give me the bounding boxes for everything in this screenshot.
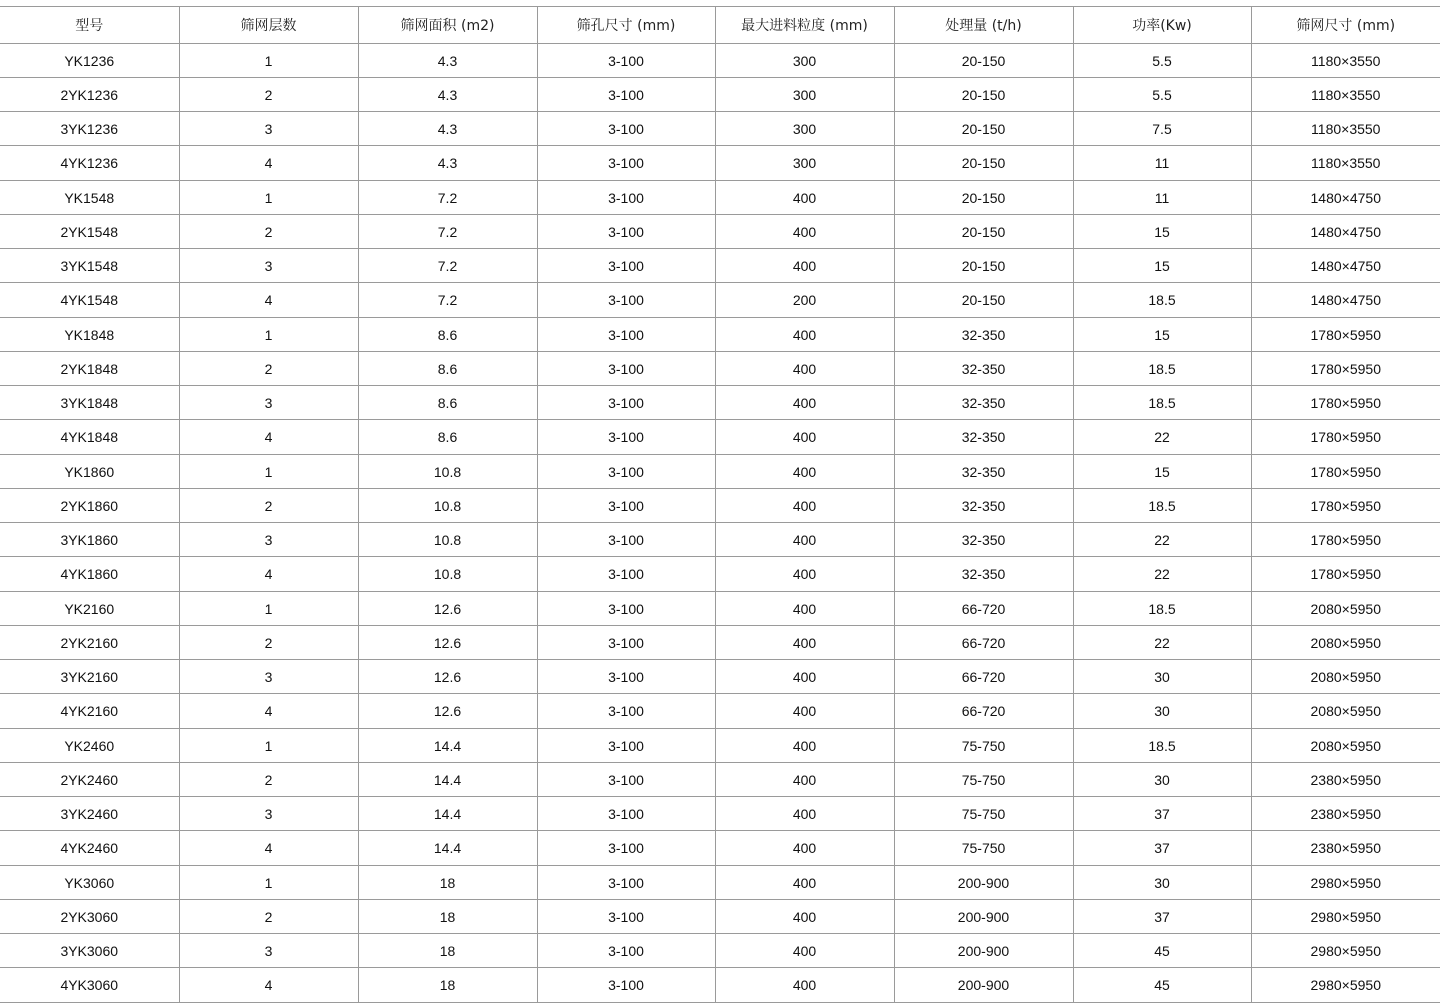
cell-power: 22	[1073, 523, 1251, 557]
cell-max-feed-size: 400	[715, 763, 894, 797]
header-max-feed-size: 最大进料粒度 (mm)	[715, 7, 894, 44]
header-capacity: 处理量 (t/h)	[894, 7, 1073, 44]
cell-screen-dimensions: 2380×5950	[1251, 763, 1440, 797]
cell-capacity: 32-350	[894, 455, 1073, 489]
cell-screen-dimensions: 1480×4750	[1251, 283, 1440, 318]
cell-screen-layers: 3	[179, 934, 358, 968]
cell-screen-area: 14.4	[358, 797, 537, 831]
cell-screen-layers: 4	[179, 968, 358, 1003]
cell-mesh-size: 3-100	[537, 420, 715, 455]
cell-screen-layers: 1	[179, 729, 358, 763]
cell-power: 18.5	[1073, 386, 1251, 420]
cell-mesh-size: 3-100	[537, 249, 715, 283]
cell-screen-dimensions: 1480×4750	[1251, 181, 1440, 215]
cell-mesh-size: 3-100	[537, 455, 715, 489]
table-row	[0, 592, 1440, 626]
cell-power: 5.5	[1073, 78, 1251, 112]
cell-model: 3YK1236	[0, 112, 179, 146]
cell-model: 3YK1860	[0, 523, 179, 557]
cell-screen-layers: 4	[179, 557, 358, 592]
cell-max-feed-size: 400	[715, 215, 894, 249]
table-row	[0, 626, 1440, 660]
cell-screen-dimensions: 2380×5950	[1251, 797, 1440, 831]
cell-mesh-size: 3-100	[537, 146, 715, 181]
cell-screen-layers: 1	[179, 592, 358, 626]
cell-max-feed-size: 300	[715, 44, 894, 78]
cell-model: 4YK1236	[0, 146, 179, 181]
header-screen-area: 筛网面积 (m2)	[358, 7, 537, 44]
table-row	[0, 249, 1440, 283]
cell-power: 18.5	[1073, 729, 1251, 763]
cell-max-feed-size: 300	[715, 112, 894, 146]
table-row	[0, 694, 1440, 729]
table-row	[0, 318, 1440, 352]
cell-mesh-size: 3-100	[537, 181, 715, 215]
cell-screen-layers: 2	[179, 489, 358, 523]
cell-power: 18.5	[1073, 352, 1251, 386]
cell-capacity: 20-150	[894, 249, 1073, 283]
cell-mesh-size: 3-100	[537, 44, 715, 78]
cell-max-feed-size: 200	[715, 283, 894, 318]
cell-capacity: 75-750	[894, 763, 1073, 797]
cell-max-feed-size: 400	[715, 797, 894, 831]
cell-power: 45	[1073, 934, 1251, 968]
cell-screen-layers: 2	[179, 78, 358, 112]
table-row	[0, 968, 1440, 1003]
cell-screen-area: 12.6	[358, 660, 537, 694]
table-row	[0, 866, 1440, 900]
cell-max-feed-size: 400	[715, 386, 894, 420]
cell-max-feed-size: 400	[715, 352, 894, 386]
cell-screen-area: 10.8	[358, 455, 537, 489]
cell-screen-dimensions: 1180×3550	[1251, 146, 1440, 181]
cell-max-feed-size: 400	[715, 660, 894, 694]
cell-screen-layers: 4	[179, 420, 358, 455]
cell-capacity: 32-350	[894, 318, 1073, 352]
cell-capacity: 20-150	[894, 283, 1073, 318]
cell-screen-dimensions: 1780×5950	[1251, 523, 1440, 557]
cell-model: 2YK1848	[0, 352, 179, 386]
cell-screen-area: 8.6	[358, 420, 537, 455]
cell-mesh-size: 3-100	[537, 626, 715, 660]
cell-screen-layers: 1	[179, 455, 358, 489]
cell-model: 2YK1860	[0, 489, 179, 523]
cell-capacity: 200-900	[894, 866, 1073, 900]
table-row	[0, 112, 1440, 146]
cell-power: 37	[1073, 900, 1251, 934]
cell-screen-area: 12.6	[358, 592, 537, 626]
cell-mesh-size: 3-100	[537, 831, 715, 866]
cell-screen-dimensions: 1780×5950	[1251, 489, 1440, 523]
cell-screen-layers: 1	[179, 181, 358, 215]
cell-power: 30	[1073, 660, 1251, 694]
table-row	[0, 181, 1440, 215]
cell-mesh-size: 3-100	[537, 112, 715, 146]
cell-screen-layers: 3	[179, 249, 358, 283]
cell-capacity: 66-720	[894, 592, 1073, 626]
cell-capacity: 200-900	[894, 900, 1073, 934]
cell-screen-dimensions: 1780×5950	[1251, 386, 1440, 420]
cell-screen-dimensions: 2080×5950	[1251, 694, 1440, 729]
cell-max-feed-size: 400	[715, 968, 894, 1003]
table-row	[0, 797, 1440, 831]
table-body	[0, 44, 1440, 1003]
cell-model: 2YK1548	[0, 215, 179, 249]
cell-power: 11	[1073, 146, 1251, 181]
cell-mesh-size: 3-100	[537, 763, 715, 797]
cell-capacity: 200-900	[894, 934, 1073, 968]
cell-screen-area: 7.2	[358, 283, 537, 318]
table-row	[0, 489, 1440, 523]
cell-max-feed-size: 300	[715, 78, 894, 112]
cell-model: 4YK1848	[0, 420, 179, 455]
cell-screen-dimensions: 2080×5950	[1251, 660, 1440, 694]
cell-model: 2YK2160	[0, 626, 179, 660]
cell-screen-layers: 3	[179, 112, 358, 146]
cell-max-feed-size: 400	[715, 694, 894, 729]
cell-power: 22	[1073, 420, 1251, 455]
cell-model: YK3060	[0, 866, 179, 900]
cell-capacity: 32-350	[894, 523, 1073, 557]
cell-screen-layers: 2	[179, 352, 358, 386]
cell-power: 15	[1073, 215, 1251, 249]
cell-screen-area: 12.6	[358, 694, 537, 729]
cell-max-feed-size: 400	[715, 181, 894, 215]
cell-capacity: 20-150	[894, 44, 1073, 78]
cell-mesh-size: 3-100	[537, 215, 715, 249]
header-screen-layers: 筛网层数	[179, 7, 358, 44]
table-row	[0, 44, 1440, 78]
cell-power: 15	[1073, 318, 1251, 352]
cell-capacity: 66-720	[894, 694, 1073, 729]
cell-capacity: 75-750	[894, 729, 1073, 763]
cell-screen-layers: 4	[179, 694, 358, 729]
cell-power: 11	[1073, 181, 1251, 215]
cell-power: 15	[1073, 249, 1251, 283]
cell-screen-layers: 3	[179, 797, 358, 831]
cell-model: 4YK3060	[0, 968, 179, 1003]
table-row	[0, 146, 1440, 181]
cell-mesh-size: 3-100	[537, 797, 715, 831]
cell-model: 4YK1548	[0, 283, 179, 318]
cell-screen-area: 8.6	[358, 386, 537, 420]
cell-power: 18.5	[1073, 283, 1251, 318]
cell-model: YK2460	[0, 729, 179, 763]
table-row	[0, 352, 1440, 386]
cell-model: 2YK1236	[0, 78, 179, 112]
cell-power: 18.5	[1073, 592, 1251, 626]
cell-screen-layers: 2	[179, 763, 358, 797]
cell-screen-dimensions: 2980×5950	[1251, 968, 1440, 1003]
cell-mesh-size: 3-100	[537, 968, 715, 1003]
cell-capacity: 75-750	[894, 831, 1073, 866]
cell-power: 37	[1073, 831, 1251, 866]
cell-model: 3YK3060	[0, 934, 179, 968]
cell-screen-area: 4.3	[358, 78, 537, 112]
cell-screen-area: 18	[358, 900, 537, 934]
table-row	[0, 900, 1440, 934]
cell-screen-area: 4.3	[358, 44, 537, 78]
cell-screen-area: 18	[358, 968, 537, 1003]
cell-model: 3YK2460	[0, 797, 179, 831]
cell-mesh-size: 3-100	[537, 78, 715, 112]
cell-capacity: 32-350	[894, 557, 1073, 592]
cell-screen-layers: 1	[179, 866, 358, 900]
cell-screen-area: 7.2	[358, 215, 537, 249]
cell-screen-layers: 3	[179, 523, 358, 557]
cell-screen-dimensions: 1780×5950	[1251, 455, 1440, 489]
cell-model: YK2160	[0, 592, 179, 626]
cell-model: YK1860	[0, 455, 179, 489]
table-row	[0, 934, 1440, 968]
cell-screen-area: 14.4	[358, 831, 537, 866]
header-screen-dimensions: 筛网尺寸 (mm)	[1251, 7, 1440, 44]
cell-mesh-size: 3-100	[537, 660, 715, 694]
cell-capacity: 32-350	[894, 489, 1073, 523]
cell-screen-dimensions: 2080×5950	[1251, 626, 1440, 660]
cell-screen-dimensions: 1780×5950	[1251, 420, 1440, 455]
table-row	[0, 557, 1440, 592]
cell-capacity: 200-900	[894, 968, 1073, 1003]
cell-max-feed-size: 400	[715, 900, 894, 934]
cell-capacity: 32-350	[894, 386, 1073, 420]
cell-max-feed-size: 400	[715, 318, 894, 352]
cell-max-feed-size: 400	[715, 934, 894, 968]
cell-screen-area: 7.2	[358, 181, 537, 215]
table-row	[0, 78, 1440, 112]
cell-screen-area: 7.2	[358, 249, 537, 283]
cell-model: 2YK3060	[0, 900, 179, 934]
cell-power: 15	[1073, 455, 1251, 489]
table-row	[0, 386, 1440, 420]
cell-screen-layers: 1	[179, 318, 358, 352]
cell-max-feed-size: 400	[715, 592, 894, 626]
cell-mesh-size: 3-100	[537, 489, 715, 523]
cell-mesh-size: 3-100	[537, 386, 715, 420]
cell-screen-dimensions: 1780×5950	[1251, 557, 1440, 592]
cell-model: YK1236	[0, 44, 179, 78]
cell-screen-dimensions: 2980×5950	[1251, 900, 1440, 934]
table-row	[0, 660, 1440, 694]
cell-screen-area: 8.6	[358, 352, 537, 386]
cell-model: 4YK2460	[0, 831, 179, 866]
cell-power: 5.5	[1073, 44, 1251, 78]
cell-max-feed-size: 400	[715, 866, 894, 900]
cell-mesh-size: 3-100	[537, 934, 715, 968]
cell-max-feed-size: 400	[715, 420, 894, 455]
cell-model: 4YK2160	[0, 694, 179, 729]
cell-max-feed-size: 400	[715, 626, 894, 660]
cell-capacity: 32-350	[894, 352, 1073, 386]
cell-max-feed-size: 400	[715, 523, 894, 557]
cell-capacity: 20-150	[894, 78, 1073, 112]
spec-table	[0, 6, 1440, 1003]
cell-screen-dimensions: 2080×5950	[1251, 592, 1440, 626]
cell-screen-dimensions: 1180×3550	[1251, 44, 1440, 78]
cell-screen-layers: 2	[179, 215, 358, 249]
cell-power: 22	[1073, 626, 1251, 660]
cell-screen-layers: 4	[179, 831, 358, 866]
cell-power: 30	[1073, 763, 1251, 797]
cell-screen-area: 8.6	[358, 318, 537, 352]
table-row	[0, 283, 1440, 318]
cell-mesh-size: 3-100	[537, 866, 715, 900]
cell-screen-dimensions: 1780×5950	[1251, 352, 1440, 386]
cell-screen-area: 14.4	[358, 729, 537, 763]
cell-capacity: 20-150	[894, 112, 1073, 146]
cell-screen-dimensions: 2980×5950	[1251, 934, 1440, 968]
cell-capacity: 20-150	[894, 181, 1073, 215]
cell-screen-area: 4.3	[358, 146, 537, 181]
cell-mesh-size: 3-100	[537, 729, 715, 763]
cell-power: 37	[1073, 797, 1251, 831]
table-row	[0, 763, 1440, 797]
cell-capacity: 20-150	[894, 215, 1073, 249]
cell-model: 4YK1860	[0, 557, 179, 592]
cell-model: 2YK2460	[0, 763, 179, 797]
cell-screen-area: 10.8	[358, 557, 537, 592]
cell-mesh-size: 3-100	[537, 557, 715, 592]
cell-screen-dimensions: 1480×4750	[1251, 249, 1440, 283]
table-row	[0, 420, 1440, 455]
cell-screen-area: 18	[358, 934, 537, 968]
cell-capacity: 75-750	[894, 797, 1073, 831]
cell-power: 22	[1073, 557, 1251, 592]
table-row	[0, 215, 1440, 249]
table-header-row	[0, 7, 1440, 44]
cell-max-feed-size: 400	[715, 249, 894, 283]
cell-screen-layers: 1	[179, 44, 358, 78]
cell-max-feed-size: 400	[715, 455, 894, 489]
cell-screen-dimensions: 2980×5950	[1251, 866, 1440, 900]
cell-mesh-size: 3-100	[537, 523, 715, 557]
table-row	[0, 729, 1440, 763]
cell-screen-dimensions: 1180×3550	[1251, 112, 1440, 146]
cell-capacity: 66-720	[894, 626, 1073, 660]
cell-mesh-size: 3-100	[537, 318, 715, 352]
cell-mesh-size: 3-100	[537, 900, 715, 934]
cell-screen-layers: 4	[179, 283, 358, 318]
cell-screen-dimensions: 1780×5950	[1251, 318, 1440, 352]
cell-capacity: 20-150	[894, 146, 1073, 181]
cell-max-feed-size: 400	[715, 729, 894, 763]
cell-screen-area: 4.3	[358, 112, 537, 146]
cell-model: YK1848	[0, 318, 179, 352]
cell-capacity: 32-350	[894, 420, 1073, 455]
header-power: 功率(Kw)	[1073, 7, 1251, 44]
cell-model: 3YK1848	[0, 386, 179, 420]
cell-screen-layers: 3	[179, 386, 358, 420]
cell-capacity: 66-720	[894, 660, 1073, 694]
cell-mesh-size: 3-100	[537, 352, 715, 386]
header-mesh-size: 筛孔尺寸 (mm)	[537, 7, 715, 44]
cell-max-feed-size: 400	[715, 489, 894, 523]
cell-mesh-size: 3-100	[537, 694, 715, 729]
cell-screen-layers: 4	[179, 146, 358, 181]
cell-model: 3YK2160	[0, 660, 179, 694]
cell-screen-dimensions: 1180×3550	[1251, 78, 1440, 112]
cell-power: 45	[1073, 968, 1251, 1003]
cell-power: 30	[1073, 866, 1251, 900]
cell-max-feed-size: 400	[715, 557, 894, 592]
cell-screen-layers: 3	[179, 660, 358, 694]
cell-power: 7.5	[1073, 112, 1251, 146]
cell-model: YK1548	[0, 181, 179, 215]
cell-screen-area: 10.8	[358, 489, 537, 523]
cell-max-feed-size: 400	[715, 831, 894, 866]
cell-screen-dimensions: 2380×5950	[1251, 831, 1440, 866]
cell-mesh-size: 3-100	[537, 283, 715, 318]
cell-screen-area: 14.4	[358, 763, 537, 797]
cell-max-feed-size: 300	[715, 146, 894, 181]
cell-power: 18.5	[1073, 489, 1251, 523]
cell-mesh-size: 3-100	[537, 592, 715, 626]
table-row	[0, 455, 1440, 489]
cell-screen-layers: 2	[179, 900, 358, 934]
cell-screen-dimensions: 2080×5950	[1251, 729, 1440, 763]
cell-model: 3YK1548	[0, 249, 179, 283]
cell-screen-area: 10.8	[358, 523, 537, 557]
table-row	[0, 523, 1440, 557]
header-model: 型号	[0, 7, 179, 44]
cell-screen-area: 18	[358, 866, 537, 900]
cell-screen-dimensions: 1480×4750	[1251, 215, 1440, 249]
cell-power: 30	[1073, 694, 1251, 729]
table-row	[0, 831, 1440, 866]
cell-screen-layers: 2	[179, 626, 358, 660]
cell-screen-area: 12.6	[358, 626, 537, 660]
